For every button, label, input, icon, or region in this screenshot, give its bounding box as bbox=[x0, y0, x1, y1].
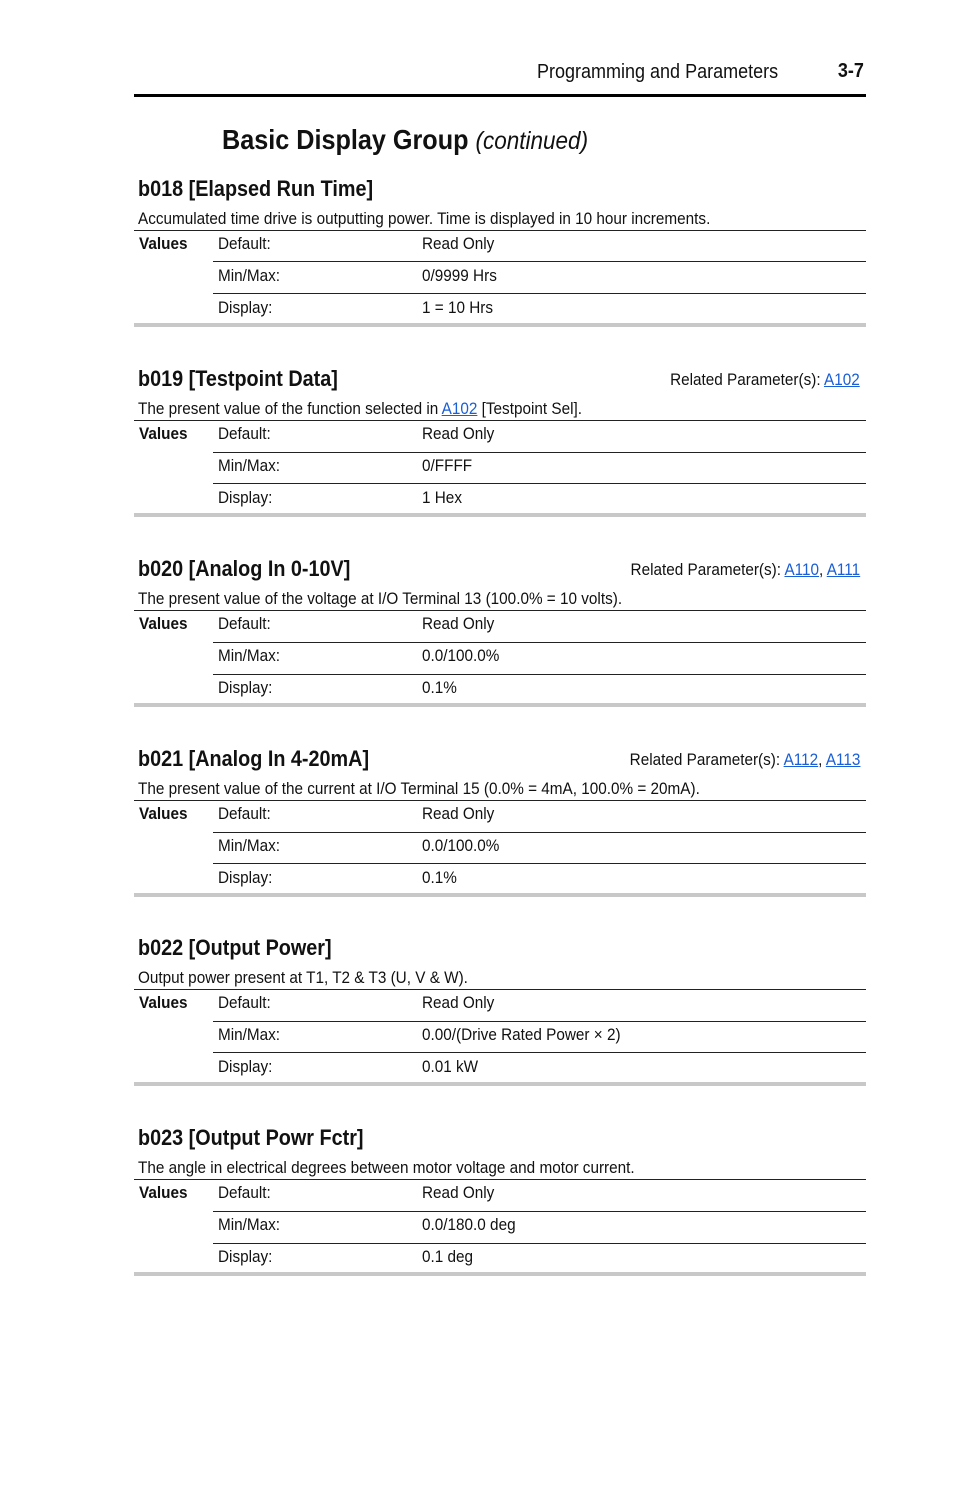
group-title bbox=[222, 124, 588, 156]
minmax-value: 0.0/100.0% bbox=[422, 836, 500, 855]
param-description: Accumulated time drive is outputting power. Time is displayed in 10 hour increments. bbox=[138, 209, 711, 228]
values-label: Values bbox=[139, 804, 188, 823]
minmax-label: Min/Max: bbox=[218, 266, 281, 285]
display-label: Display: bbox=[218, 488, 273, 507]
values-label: Values bbox=[139, 614, 188, 633]
default-value: Read Only bbox=[422, 804, 495, 823]
group-title-continued: (continued) bbox=[475, 127, 589, 155]
minmax-value: 0.0/100.0% bbox=[422, 646, 500, 665]
values-table bbox=[134, 230, 866, 326]
related-label: Related Parameter(s): bbox=[629, 750, 780, 769]
display-label: Display: bbox=[218, 1057, 273, 1076]
description-link-a102[interactable]: A102 bbox=[441, 399, 478, 418]
description-text: The present value of the function selected in bbox=[138, 399, 442, 418]
minmax-value: 0.00/(Drive Rated Power × 2) bbox=[422, 1025, 621, 1044]
default-value: Read Only bbox=[422, 234, 495, 253]
related-link-a102[interactable]: A102 bbox=[824, 370, 860, 389]
default-value: Read Only bbox=[422, 424, 495, 443]
related-parameters: Related Parameter(s): A110, A111 bbox=[630, 560, 860, 579]
default-label: Default: bbox=[218, 993, 271, 1012]
param-description bbox=[138, 399, 582, 419]
display-value: 0.1% bbox=[422, 678, 457, 697]
values-label: Values bbox=[139, 234, 188, 253]
running-header-title: Programming and Parameters bbox=[537, 61, 779, 83]
related-label: Related Parameter(s): bbox=[670, 370, 821, 389]
param-description: The angle in electrical degrees between motor voltage and motor current. bbox=[138, 1158, 635, 1177]
related-link-a113[interactable]: A113 bbox=[825, 750, 860, 769]
param-title: b020 [Analog In 0-10V] bbox=[138, 556, 351, 581]
display-value: 1 Hex bbox=[422, 488, 462, 507]
group-title-text: Basic Display Group bbox=[222, 124, 469, 155]
default-label: Default: bbox=[218, 804, 271, 823]
param-description: The present value of the current at I/O Terminal 15 (0.0% = 4mA, 100.0% = 20mA). bbox=[138, 779, 700, 798]
display-value: 1 = 10 Hrs bbox=[422, 298, 494, 317]
values-label: Values bbox=[139, 424, 188, 443]
related-label: Related Parameter(s): bbox=[630, 560, 781, 579]
values-table bbox=[134, 610, 866, 706]
default-label: Default: bbox=[218, 234, 271, 253]
param-title: b021 [Analog In 4-20mA] bbox=[138, 746, 370, 771]
param-title: b018 [Elapsed Run Time] bbox=[138, 176, 374, 201]
display-label: Display: bbox=[218, 1247, 273, 1266]
default-label: Default: bbox=[218, 424, 271, 443]
param-title: b019 [Testpoint Data] bbox=[138, 366, 338, 391]
minmax-label: Min/Max: bbox=[218, 1215, 281, 1234]
minmax-label: Min/Max: bbox=[218, 646, 281, 665]
display-label: Display: bbox=[218, 868, 273, 887]
header-rule bbox=[134, 94, 866, 97]
default-label: Default: bbox=[218, 614, 271, 633]
description-text-end: [Testpoint Sel]. bbox=[477, 399, 582, 418]
values-table bbox=[134, 989, 866, 1085]
param-title: b023 [Output Powr Fctr] bbox=[138, 1125, 364, 1150]
minmax-value: 0/9999 Hrs bbox=[422, 266, 497, 285]
related-link-a111[interactable]: A111 bbox=[826, 560, 860, 579]
display-value: 0.1 deg bbox=[422, 1247, 474, 1266]
related-parameters bbox=[670, 370, 860, 390]
related-parameters: Related Parameter(s): A112, A113 bbox=[629, 750, 860, 769]
page-number: 3-7 bbox=[837, 60, 864, 82]
values-label: Values bbox=[139, 1183, 188, 1202]
values-table bbox=[134, 800, 866, 896]
related-link-a112[interactable]: A112 bbox=[783, 750, 818, 769]
default-value: Read Only bbox=[422, 614, 495, 633]
minmax-label: Min/Max: bbox=[218, 1025, 281, 1044]
display-label: Display: bbox=[218, 298, 273, 317]
display-value: 0.01 kW bbox=[422, 1057, 479, 1076]
minmax-label: Min/Max: bbox=[218, 456, 281, 475]
related-link-a110[interactable]: A110 bbox=[784, 560, 819, 579]
param-title: b022 [Output Power] bbox=[138, 935, 332, 960]
param-description: The present value of the voltage at I/O Terminal 13 (100.0% = 10 volts). bbox=[138, 589, 623, 608]
minmax-value: 0.0/180.0 deg bbox=[422, 1215, 516, 1234]
minmax-label: Min/Max: bbox=[218, 836, 281, 855]
display-value: 0.1% bbox=[422, 868, 457, 887]
param-description: Output power present at T1, T2 & T3 (U, V & W). bbox=[138, 968, 468, 987]
values-label: Values bbox=[139, 993, 188, 1012]
display-label: Display: bbox=[218, 678, 273, 697]
default-value: Read Only bbox=[422, 993, 495, 1012]
values-table bbox=[134, 1179, 866, 1275]
values-table bbox=[134, 420, 866, 516]
default-label: Default: bbox=[218, 1183, 271, 1202]
minmax-value: 0/FFFF bbox=[422, 456, 473, 475]
default-value: Read Only bbox=[422, 1183, 495, 1202]
